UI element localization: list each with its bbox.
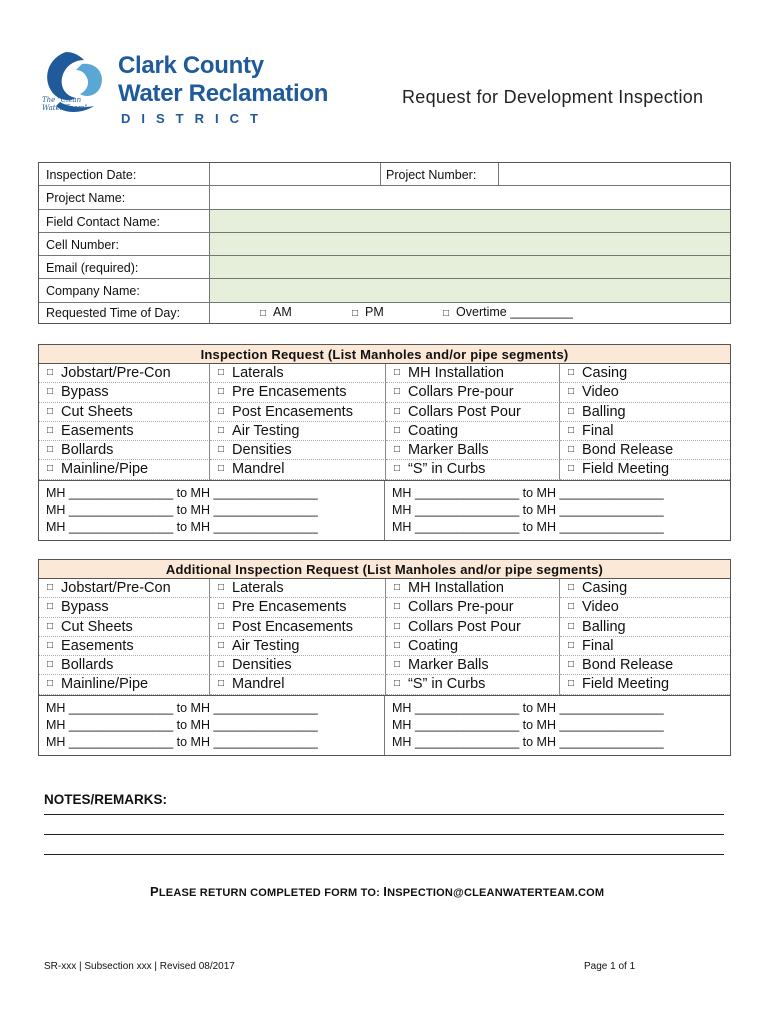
checkbox-icon[interactable]: □: [47, 444, 54, 456]
checkbox-label: MH Installation: [408, 580, 504, 596]
project-name-row: [39, 186, 730, 209]
org-name-line3: DISTRICT: [121, 111, 269, 126]
checkbox-label: Coating: [408, 637, 459, 654]
checkbox-label: Mainline/Pipe: [61, 461, 149, 478]
inspection-date-row: [39, 163, 730, 186]
checkbox-icon[interactable]: □: [47, 620, 54, 632]
checkbox-icon[interactable]: □: [218, 405, 225, 417]
checkbox-icon[interactable]: □: [394, 659, 401, 671]
checkbox-icon[interactable]: □: [568, 659, 575, 671]
checkbox-item-coating[interactable]: [386, 422, 560, 441]
email-row: [39, 256, 730, 279]
notes-line[interactable]: [44, 834, 724, 835]
checkbox-icon[interactable]: □: [47, 463, 54, 475]
checkbox-item-s-in-curbs[interactable]: [386, 675, 560, 694]
company-row: [39, 279, 730, 302]
org-name-line1: Clark County: [118, 52, 264, 79]
manhole-line[interactable]: MH _______________ to MH _______________: [46, 502, 318, 517]
checkbox-item-mainline-pipe[interactable]: [39, 675, 210, 694]
checkbox-label: Air Testing: [232, 422, 300, 439]
manhole-line[interactable]: MH _______________ to MH _______________: [46, 700, 318, 715]
org-name-line2: Water Reclamation: [118, 80, 329, 107]
inspection-date-label: Inspection Date:: [39, 163, 210, 185]
checkbox-icon[interactable]: □: [47, 678, 54, 690]
checkbox-label: Collars Post Pour: [408, 618, 521, 635]
checkbox-label: Mandrel: [232, 676, 285, 693]
checkbox-item-marker-balls[interactable]: [386, 656, 560, 675]
additional-inspection-section: [38, 559, 731, 756]
checkbox-item-post-encasements[interactable]: [210, 403, 386, 422]
checkbox-icon[interactable]: □: [218, 639, 225, 651]
am-label: AM: [273, 304, 292, 319]
checkbox-label: Field Meeting: [582, 676, 670, 693]
checkbox-label: Final: [582, 637, 614, 654]
project-name-field[interactable]: [210, 186, 730, 208]
checkbox-item-collars-post-pour[interactable]: [386, 618, 560, 637]
inspection-request-section: [38, 344, 731, 541]
checkbox-label: Pre Encasements: [232, 599, 347, 616]
checkbox-item-bollards[interactable]: [39, 441, 210, 460]
manhole-line[interactable]: MH _______________ to MH _______________: [46, 519, 318, 534]
cell-number-row: [39, 233, 730, 256]
checkbox-label: Jobstart/Pre-Con: [61, 580, 171, 596]
checkbox-icon[interactable]: □: [47, 386, 54, 398]
checkbox-item-casing[interactable]: [560, 364, 730, 383]
manhole-line[interactable]: MH _______________ to MH _______________: [392, 734, 664, 749]
checkbox-item-mandrel[interactable]: [210, 675, 386, 694]
checkbox-label: Field Meeting: [582, 461, 670, 478]
checkbox-label: MH Installation: [408, 365, 504, 381]
checkbox-item-cut-sheets[interactable]: [39, 403, 210, 422]
checkbox-icon[interactable]: □: [218, 424, 225, 436]
checkbox-label: Video: [582, 599, 619, 616]
manhole-column-right: [385, 481, 730, 540]
time-of-day-row: [39, 303, 730, 323]
checkbox-icon[interactable]: □: [47, 367, 54, 378]
time-of-day-label: Requested Time of Day:: [39, 303, 210, 323]
checkbox-label: Bypass: [61, 599, 109, 616]
checkbox-icon[interactable]: □: [394, 444, 401, 456]
tagline: The "Clean Water Team": [42, 96, 88, 112]
checkbox-label: Bollards: [61, 657, 114, 674]
manhole-column-left: [39, 696, 385, 755]
project-number-label: Project Number:: [381, 163, 499, 185]
inspection-request-title: Inspection Request (List Manholes and/or pipe segments): [38, 344, 731, 364]
checkbox-item-pre-encasements[interactable]: [210, 598, 386, 617]
manhole-line[interactable]: MH _______________ to MH _______________: [392, 700, 664, 715]
additional-inspection-grid: [38, 579, 731, 696]
manhole-segments: [38, 481, 731, 541]
checkbox-label: Cut Sheets: [61, 618, 133, 635]
checkbox-icon[interactable]: □: [47, 659, 54, 671]
checkbox-label: Mandrel: [232, 461, 285, 478]
checkbox-icon[interactable]: □: [47, 424, 54, 436]
checkbox-item-field-meeting[interactable]: [560, 460, 730, 479]
checkbox-item-densities[interactable]: [210, 441, 386, 460]
checkbox-item-jobstart-pre-con[interactable]: [39, 364, 210, 383]
checkbox-item-cut-sheets[interactable]: [39, 618, 210, 637]
manhole-line[interactable]: MH _______________ to MH _______________: [392, 717, 664, 732]
manhole-line[interactable]: MH _______________ to MH _______________: [46, 717, 318, 732]
checkbox-label: Coating: [408, 422, 459, 439]
checkbox-label: Collars Pre-pour: [408, 599, 514, 616]
email-label: Email (required):: [39, 256, 210, 278]
checkbox-label: “S” in Curbs: [408, 461, 486, 478]
checkbox-item-pre-encasements[interactable]: [210, 383, 386, 402]
checkbox-icon[interactable]: □: [568, 424, 575, 436]
checkbox-item-collars-post-pour[interactable]: [386, 403, 560, 422]
checkbox-icon[interactable]: □: [218, 659, 225, 671]
checkbox-item-collars-pre-pour[interactable]: [386, 598, 560, 617]
cell-number-label: Cell Number:: [39, 233, 210, 255]
manhole-line[interactable]: MH _______________ to MH _______________: [392, 502, 664, 517]
checkbox-icon[interactable]: □: [47, 601, 54, 613]
checkbox-icon[interactable]: □: [218, 463, 225, 475]
checkbox-item-jobstart-pre-con[interactable]: [39, 579, 210, 598]
checkbox-label: Densities: [232, 442, 292, 459]
pm-option[interactable]: [352, 305, 384, 319]
checkbox-icon[interactable]: □: [218, 386, 225, 398]
overtime-option[interactable]: [443, 305, 573, 319]
inspection-request-grid: [38, 364, 731, 481]
checkbox-icon[interactable]: □: [394, 463, 401, 475]
checkbox-item-balling[interactable]: [560, 618, 730, 637]
notes-line[interactable]: [44, 814, 724, 815]
checkbox-icon[interactable]: □: [568, 405, 575, 417]
checkbox-item-air-testing[interactable]: [210, 422, 386, 441]
company-field[interactable]: [210, 279, 730, 301]
manhole-column-left: [39, 481, 385, 540]
checkbox-item-bond-release[interactable]: [560, 441, 730, 460]
checkbox-icon[interactable]: □: [218, 678, 225, 690]
project-info-table: [38, 162, 731, 324]
checkbox-item-air-testing[interactable]: [210, 637, 386, 656]
checkbox-item-collars-pre-pour[interactable]: [386, 383, 560, 402]
manhole-line[interactable]: MH _______________ to MH _______________: [46, 734, 318, 749]
checkbox-icon[interactable]: □: [568, 620, 575, 632]
checkbox-icon[interactable]: □: [394, 386, 401, 398]
document-title: Request for Development Inspection: [402, 87, 704, 107]
checkbox-label: Densities: [232, 657, 292, 674]
checkbox-label: Air Testing: [232, 637, 300, 654]
manhole-line[interactable]: MH _______________ to MH _______________: [392, 485, 664, 500]
checkbox-icon[interactable]: □: [568, 444, 575, 456]
checkbox-icon[interactable]: □: [218, 367, 225, 378]
checkbox-label: Cut Sheets: [61, 403, 133, 420]
checkbox-icon: □: [443, 307, 450, 319]
checkbox-label: Casing: [582, 365, 628, 381]
checkbox-label: Casing: [582, 580, 628, 596]
checkbox-item-coating[interactable]: [386, 637, 560, 656]
checkbox-label: Balling: [582, 618, 626, 635]
checkbox-label: Bypass: [61, 384, 109, 401]
checkbox-icon[interactable]: □: [218, 444, 225, 456]
checkbox-icon[interactable]: □: [218, 582, 225, 593]
pm-label: PM: [365, 304, 384, 319]
return-instruction: PLEASE RETURN COMPLETED FORM TO: INSPECTION@CLEANWATERTEAM.COM: [150, 884, 605, 899]
checkbox-item-laterals[interactable]: [210, 579, 386, 598]
checkbox-label: Balling: [582, 403, 626, 420]
checkbox-item-laterals[interactable]: [210, 364, 386, 383]
checkbox-label: Laterals: [232, 365, 284, 381]
inspection-date-field[interactable]: [210, 163, 381, 185]
manhole-segments: [38, 696, 731, 756]
checkbox-icon[interactable]: □: [394, 620, 401, 632]
checkbox-label: Easements: [61, 422, 134, 439]
am-option[interactable]: [260, 305, 292, 319]
manhole-column-right: [385, 696, 730, 755]
project-number-field[interactable]: [499, 163, 730, 185]
checkbox-label: Easements: [61, 637, 134, 654]
checkbox-item-casing[interactable]: [560, 579, 730, 598]
checkbox-item-bypass[interactable]: [39, 383, 210, 402]
checkbox-item-mandrel[interactable]: [210, 460, 386, 479]
project-name-label: Project Name:: [39, 186, 210, 208]
email-field[interactable]: [210, 256, 730, 278]
checkbox-icon[interactable]: □: [568, 582, 575, 593]
checkbox-label: “S” in Curbs: [408, 676, 486, 693]
checkbox-icon[interactable]: □: [394, 639, 401, 651]
additional-inspection-title: Additional Inspection Request (List Manholes and/or pipe segments): [38, 559, 731, 579]
checkbox-item-video[interactable]: [560, 383, 730, 402]
checkbox-icon[interactable]: □: [394, 601, 401, 613]
checkbox-label: Marker Balls: [408, 657, 489, 674]
manhole-line[interactable]: MH _______________ to MH _______________: [46, 485, 318, 500]
checkbox-label: Mainline/Pipe: [61, 676, 149, 693]
checkbox-icon[interactable]: □: [568, 386, 575, 398]
checkbox-icon[interactable]: □: [47, 405, 54, 417]
notes-label: NOTES/REMARKS:: [44, 792, 168, 807]
cell-number-field[interactable]: [210, 233, 730, 255]
checkbox-icon[interactable]: □: [568, 463, 575, 475]
checkbox-label: Video: [582, 384, 619, 401]
checkbox-icon[interactable]: □: [568, 639, 575, 651]
notes-line[interactable]: [44, 854, 724, 855]
checkbox-icon[interactable]: □: [47, 582, 54, 593]
checkbox-icon[interactable]: □: [394, 582, 401, 593]
checkbox-item-bond-release[interactable]: [560, 656, 730, 675]
checkbox-item-balling[interactable]: [560, 403, 730, 422]
checkbox-icon[interactable]: □: [568, 678, 575, 690]
checkbox-item-marker-balls[interactable]: [386, 441, 560, 460]
checkbox-label: Collars Pre-pour: [408, 384, 514, 401]
checkbox-item-final[interactable]: [560, 422, 730, 441]
checkbox-icon[interactable]: □: [218, 620, 225, 632]
overtime-label: Overtime _________: [456, 304, 573, 319]
checkbox-item-easements[interactable]: [39, 422, 210, 441]
checkbox-item-s-in-curbs[interactable]: [386, 460, 560, 479]
checkbox-icon[interactable]: □: [394, 367, 401, 378]
field-contact-label: Field Contact Name:: [39, 210, 210, 232]
checkbox-icon[interactable]: □: [394, 678, 401, 690]
checkbox-icon[interactable]: □: [568, 601, 575, 613]
checkbox-label: Jobstart/Pre-Con: [61, 365, 171, 381]
footer-page-number: Page 1 of 1: [584, 961, 636, 972]
checkbox-item-mainline-pipe[interactable]: [39, 460, 210, 479]
checkbox-item-densities[interactable]: [210, 656, 386, 675]
checkbox-label: Laterals: [232, 580, 284, 596]
checkbox-label: Final: [582, 422, 614, 439]
checkbox-item-mh-installation[interactable]: [386, 579, 560, 598]
checkbox-label: Bond Release: [582, 657, 674, 674]
checkbox-item-video[interactable]: [560, 598, 730, 617]
field-contact-row: [39, 210, 730, 233]
checkbox-icon[interactable]: □: [568, 367, 575, 378]
checkbox-icon[interactable]: □: [218, 601, 225, 613]
checkbox-label: Marker Balls: [408, 442, 489, 459]
checkbox-label: Post Encasements: [232, 403, 353, 420]
checkbox-label: Bond Release: [582, 442, 674, 459]
checkbox-label: Pre Encasements: [232, 384, 347, 401]
company-label: Company Name:: [39, 279, 210, 301]
checkbox-item-mh-installation[interactable]: [386, 364, 560, 383]
manhole-line[interactable]: MH _______________ to MH _______________: [392, 519, 664, 534]
checkbox-item-bypass[interactable]: [39, 598, 210, 617]
checkbox-item-post-encasements[interactable]: [210, 618, 386, 637]
checkbox-icon[interactable]: □: [394, 424, 401, 436]
footer-revision: SR-xxx | Subsection xxx | Revised 08/2017: [44, 961, 235, 972]
checkbox-item-field-meeting[interactable]: [560, 675, 730, 694]
checkbox-icon[interactable]: □: [47, 639, 54, 651]
checkbox-label: Post Encasements: [232, 618, 353, 635]
time-of-day-options: [210, 303, 730, 323]
checkbox-item-bollards[interactable]: [39, 656, 210, 675]
checkbox-label: Bollards: [61, 442, 114, 459]
checkbox-icon: □: [352, 307, 359, 319]
checkbox-item-final[interactable]: [560, 637, 730, 656]
checkbox-icon[interactable]: □: [394, 405, 401, 417]
checkbox-icon: □: [260, 307, 267, 319]
checkbox-label: Collars Post Pour: [408, 403, 521, 420]
field-contact-field[interactable]: [210, 210, 730, 232]
checkbox-item-easements[interactable]: [39, 637, 210, 656]
